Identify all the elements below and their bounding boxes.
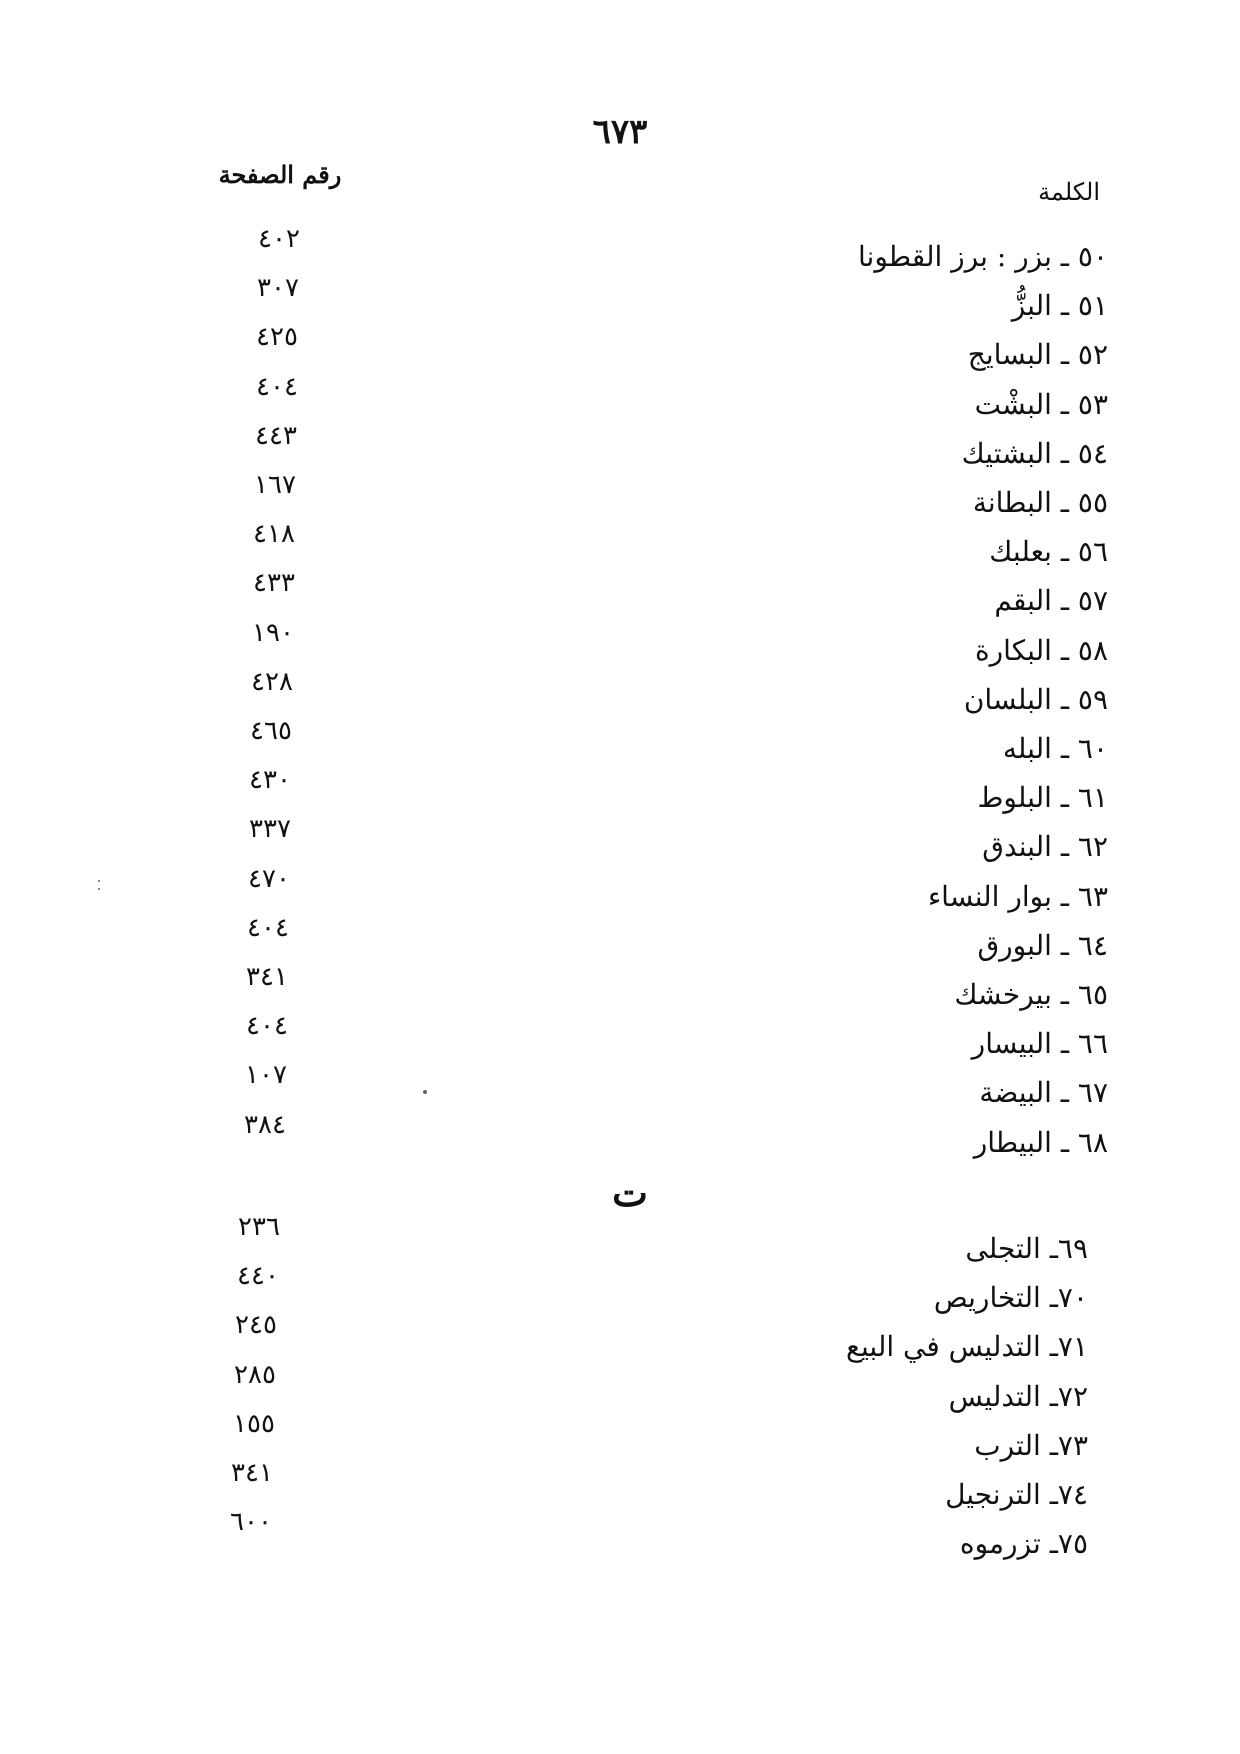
entry-word: ٥١ ـ البزُّ — [1011, 289, 1108, 323]
word-column-header: الكلمة — [1038, 178, 1100, 206]
entry-word: ٥٧ ـ البقم — [994, 584, 1108, 618]
entry-page-number: ١٠٧ — [245, 1060, 287, 1091]
scan-speck — [98, 880, 100, 882]
entry-page-number: ٦٠٠ — [230, 1507, 272, 1538]
entry-word: ٧٠ـ التخاريص — [933, 1281, 1088, 1315]
entry-word: ٦١ ـ البلوط — [977, 781, 1108, 815]
entry-word: ٥٦ ـ بعلبك — [989, 535, 1108, 569]
entry-page-number: ٤٣٠ — [249, 765, 291, 796]
entry-page-number: ٣٣٧ — [249, 814, 291, 845]
entry-page-number: ٣٠٧ — [257, 273, 299, 304]
entry-page-number: ٤٠٤ — [246, 1011, 288, 1042]
entry-page-number: ٢٣٦ — [238, 1212, 280, 1242]
section-letter-t: ت — [612, 1170, 648, 1215]
entry-page-number: ٣٤١ — [231, 1458, 273, 1488]
entry-page-number: ٤٧٠ — [248, 863, 290, 894]
entry-page-number: ٢٨٥ — [234, 1359, 276, 1390]
entry-page-number: ٤٢٥ — [256, 322, 298, 353]
entry-page-number: ٣٤١ — [246, 962, 288, 992]
entry-page-number: ٤٦٥ — [250, 716, 292, 746]
entry-page-number: ٣٨٤ — [244, 1109, 286, 1140]
entry-word: ٧٥ـ تزرموه — [959, 1527, 1088, 1561]
entry-page-number: ٤٤٠ — [237, 1261, 279, 1292]
entry-page-number: ٤٢٨ — [251, 666, 293, 697]
scan-speck — [98, 888, 100, 890]
entry-word: ٥٩ ـ البلسان — [963, 682, 1108, 716]
entry-page-number: ١٩٠ — [252, 617, 294, 648]
entry-word: ٦٣ ـ بوار النساء — [928, 879, 1108, 913]
entry-word: ٥٣ ـ البشْت — [974, 387, 1108, 421]
entry-word: ٦٧ ـ البيضة — [979, 1076, 1108, 1110]
scan-speck — [423, 1090, 427, 1094]
entry-word: ٥٤ ـ البشتيك — [961, 436, 1108, 470]
entry-page-number: ٤٠٤ — [247, 912, 289, 943]
entry-page-number: ٢٤٥ — [235, 1310, 277, 1341]
entry-word: ٦٥ ـ بيرخشك — [954, 978, 1108, 1011]
entry-word: ٧١ـ التدليس في البيع — [846, 1330, 1088, 1364]
entry-word: ٧٤ـ الترنجيل — [945, 1478, 1088, 1511]
entry-page-number: ٤٣٣ — [253, 568, 295, 599]
entry-page-number: ١٥٥ — [233, 1408, 275, 1439]
entry-word: ٦٨ ـ البيطار — [973, 1125, 1108, 1159]
page-column-header: رقم الصفحة — [218, 160, 342, 189]
entry-page-number: ٤٠٢ — [258, 224, 300, 254]
entry-word: ٦٦ ـ البيسار — [971, 1027, 1108, 1061]
entry-word: ٥٥ ـ البطانة — [972, 486, 1108, 519]
entry-word: ٥٠ ـ بزر : برز القطونا — [858, 240, 1108, 273]
entry-word: ٦٩ـ التجلى — [965, 1232, 1088, 1265]
page-number: ٦٧٣ — [592, 112, 648, 152]
entry-page-number: ١٦٧ — [254, 470, 296, 500]
entry-word: ٦٤ ـ البورق — [977, 928, 1108, 962]
entry-word: ٦٢ ـ البندق — [982, 830, 1108, 864]
entry-page-number: ٤٤٣ — [255, 420, 297, 451]
entry-word: ٧٣ـ الترب — [974, 1428, 1088, 1462]
entry-page-number: ٤٠٤ — [256, 371, 298, 402]
entry-word: ٥٢ ـ البسايج — [967, 338, 1108, 372]
entry-word: ٦٠ ـ البله — [1002, 732, 1108, 765]
entry-word: ٥٨ ـ البكارة — [974, 633, 1108, 667]
entry-page-number: ٤١٨ — [253, 519, 295, 550]
entry-word: ٧٢ـ التدليس — [948, 1379, 1088, 1413]
